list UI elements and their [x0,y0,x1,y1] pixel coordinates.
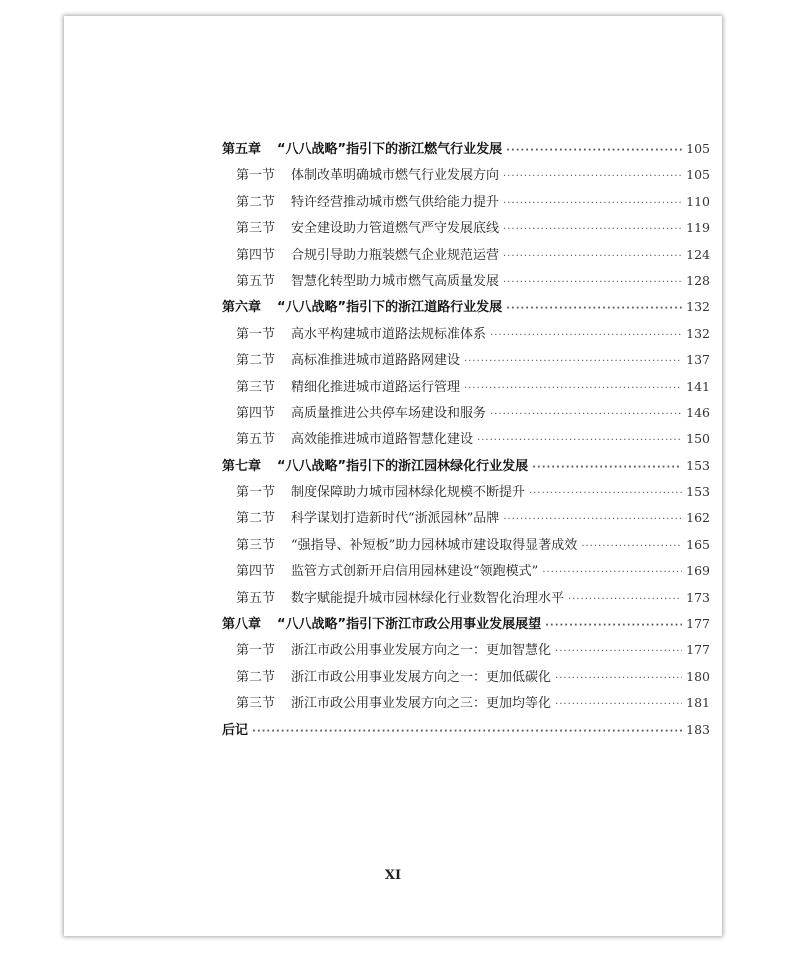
toc-entry-title: “八八战略”指引下浙江市政公用事业发展展望 [277,617,542,633]
toc-page-number: 128 [686,272,710,288]
toc-section-row [222,374,710,400]
toc-entry-title: 高效能推进城市道路智慧化建设 [291,432,474,448]
dot-leader [503,191,682,217]
toc-section-row [222,505,710,531]
toc-entry-label: 第五节 [236,273,276,289]
toc-entry-title: 制度保障助力城市园林绿化规模不断提升 [291,485,526,501]
dot-leader [464,349,682,375]
toc-entry-title: 高质量推进公共停车场建设和服务 [291,405,487,421]
toc-page-number: 150 [686,431,710,447]
toc-page-number: 110 [686,193,710,209]
toc-chapter-row [222,453,710,479]
dot-leader [555,639,682,665]
toc-page-number: 141 [686,378,710,394]
toc-entry-label: 第一节 [236,326,276,342]
toc-entry-title: 高水平构建城市道路法规标准体系 [291,326,487,342]
toc-entry-label: 第七章 [222,458,262,474]
toc-page-number: 153 [686,484,710,500]
toc-page-number: 169 [686,563,710,579]
toc-section-row [222,426,710,452]
dot-leader [555,692,682,718]
toc-chapter-row [222,136,710,162]
toc-entry-title: “八八战略”指引下的浙江园林绿化行业发展 [277,458,529,474]
toc-entry-label: 第八章 [222,617,262,633]
toc-section-row [222,400,710,426]
dot-leader [503,217,682,243]
toc-section-row [222,637,710,663]
toc-entry-label: 后记 [222,722,249,738]
dot-leader [506,138,682,164]
toc-page-number: 181 [686,695,710,711]
toc-entry-title: 科学谋划打造新时代“浙派园林”品牌 [291,511,500,527]
dot-leader [490,402,682,428]
toc-chapter-row [222,611,710,637]
toc-page-number: 177 [686,616,710,632]
toc-chapter-row [222,717,710,743]
dot-leader [503,507,682,533]
toc-entry-title: 浙江市政公用事业发展方向之一：更加低碳化 [291,669,552,685]
dot-leader [542,560,682,586]
toc-entry-label: 第一节 [236,643,276,659]
toc-section-row [222,189,710,215]
toc-section-row [222,242,710,268]
toc-entry-label: 第三节 [236,221,276,237]
toc-section-row [222,664,710,690]
table-of-contents [222,136,710,743]
toc-page-number: 137 [686,352,710,368]
toc-page-number: 105 [686,141,710,156]
toc-entry-title: “八八战略”指引下的浙江燃气行业发展 [277,142,503,157]
toc-entry-label: 第三节 [236,379,276,395]
toc-entry-title: 精细化推进城市道路运行管理 [291,379,461,395]
toc-entry-label: 第一节 [236,168,276,184]
toc-entry-title: 安全建设助力管道燃气严守发展底线 [291,221,500,237]
toc-section-row [222,690,710,716]
dot-leader [503,164,682,190]
dot-leader [581,534,682,560]
toc-entry-title: 高标准推进城市道路路网建设 [291,353,461,369]
toc-section-row [222,321,710,347]
dot-leader [568,587,682,613]
toc-entry-label: 第六章 [222,300,262,316]
toc-page-number: 183 [686,721,710,737]
toc-entry-title: 合规引导助力瓶装燃气企业规范运营 [291,247,500,263]
toc-page-number: 180 [686,668,710,684]
toc-entry-title: 监管方式创新开启信用园林建设“领跑模式” [291,564,539,580]
toc-page-number: 177 [686,642,710,658]
page-folio: XI [384,868,402,883]
toc-entry-title: 数字赋能提升城市园林绿化行业数智化治理水平 [291,590,565,606]
toc-entry-label: 第三节 [236,696,276,712]
toc-page-number: 173 [686,589,710,605]
toc-page-number: 162 [686,510,710,526]
toc-section-row [222,347,710,373]
dot-leader [490,323,682,349]
toc-section-row [222,268,710,294]
dot-leader [503,270,682,296]
dot-leader [532,455,682,481]
toc-section-row [222,558,710,584]
toc-section-row [222,532,710,558]
toc-page-number: 146 [686,404,710,420]
toc-entry-label: 第五节 [236,432,276,448]
toc-entry-label: 第二节 [236,511,276,527]
toc-section-row [222,162,710,188]
dot-leader [477,428,682,454]
toc-section-row [222,215,710,241]
toc-entry-label: 第四节 [236,247,276,263]
toc-entry-label: 第四节 [236,405,276,421]
dot-leader [529,481,682,507]
toc-section-row [222,585,710,611]
toc-entry-title: 智慧化转型助力城市燃气高质量发展 [291,273,500,289]
toc-entry-label: 第四节 [236,564,276,580]
toc-entry-label: 第二节 [236,353,276,369]
toc-entry-label: 第五节 [236,590,276,606]
toc-entry-label: 第二节 [236,194,276,210]
toc-entry-title: “强指导、补短板”助力园林城市建设取得显著成效 [291,537,578,553]
toc-section-row [222,479,710,505]
toc-entry-title: “八八战略”指引下的浙江道路行业发展 [277,300,503,316]
dot-leader [506,296,682,322]
toc-entry-title: 浙江市政公用事业发展方向之三：更加均等化 [291,696,552,712]
dot-leader [555,666,682,692]
toc-entry-label: 第三节 [236,537,276,553]
dot-leader [545,613,682,639]
toc-entry-title: 浙江市政公用事业发展方向之一：更加智慧化 [291,643,552,659]
dot-leader [503,244,682,270]
toc-entry-label: 第五章 [222,142,262,157]
toc-page-number: 119 [686,220,710,236]
toc-chapter-row [222,294,710,320]
toc-page-number: 105 [686,167,710,183]
toc-page-number: 132 [686,299,710,315]
toc-entry-label: 第二节 [236,669,276,685]
toc-entry-title: 体制改革明确城市燃气行业发展方向 [291,168,500,184]
book-page [64,16,722,936]
toc-entry-title: 特许经营推动城市燃气供给能力提升 [291,194,500,210]
toc-page-number: 153 [686,457,710,473]
toc-page-number: 165 [686,536,710,552]
toc-page-number: 132 [686,325,710,341]
dot-leader [252,719,682,745]
toc-page-number: 124 [686,246,710,262]
toc-entry-label: 第一节 [236,485,276,501]
dot-leader [464,376,682,402]
